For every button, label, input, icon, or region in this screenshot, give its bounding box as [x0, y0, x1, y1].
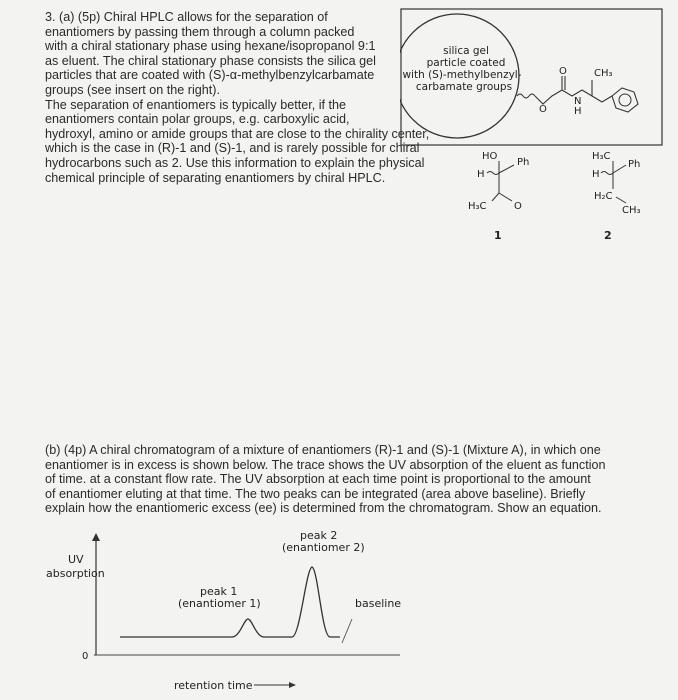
question-a-line: enantiomers by passing them through a column packed: [45, 24, 355, 39]
question-a-line: as eluent. The chiral stationary phase consists the silica gel: [45, 53, 376, 68]
c1-wavy-bond: [487, 172, 499, 175]
compound-2-structure: [580, 145, 675, 245]
y-label-uv: UV: [68, 553, 84, 566]
zero-label: 0: [82, 651, 89, 662]
c1-bond: [499, 193, 512, 201]
peak1-label-1: peak 1: [200, 585, 238, 598]
ch3-label: CH₃: [594, 68, 613, 79]
peak2-label-1: peak 2: [300, 529, 338, 542]
c2-bond: [616, 197, 626, 203]
question-a-line: particles that are coated with (S)-α-methylbenzylcarbamate: [45, 68, 375, 83]
question-a-line: which is the case in (R)-1 and (S)-1, and is rarely possible for chiral: [45, 141, 420, 156]
question-b-line: of time. at a constant flow rate. The UV absorption at each time point is proportional to the amount: [45, 472, 591, 487]
compound-1-structure: [462, 145, 552, 245]
baseline-pointer: [342, 619, 352, 643]
c1-h: H: [477, 169, 485, 180]
ether-o-label: O: [539, 104, 547, 115]
x-axis-label: retention time: [174, 679, 253, 692]
phenyl-aromatic-circle: [619, 94, 631, 106]
c2-ch3: CH₃: [622, 205, 641, 216]
question-b-line: enantiomer is in excess is shown below. The trace shows the UV absorption of the eluent as function: [45, 457, 606, 472]
question-a-line: hydrocarbons such as 2. Use this information to explain the physical: [45, 155, 425, 170]
c1-number: 1: [494, 229, 502, 242]
stationary-phase-insert: [400, 8, 665, 148]
c1-ho: HO: [482, 151, 498, 162]
c2-h: H: [592, 169, 600, 180]
y-axis-arrowhead: [92, 533, 100, 541]
question-b-line: (b) (4p) A chiral chromatogram of a mixture of enantiomers (R)-1 and (S)-1 (Mixture A), in which one: [45, 443, 601, 457]
question-a-line: hydroxyl, amino or amide groups that are close to the chirality center,: [45, 126, 430, 141]
baseline-label: baseline: [355, 597, 402, 610]
question-a-line: groups (see insert on the right).: [45, 82, 221, 97]
question-a-line: enantiomers contain polar groups, e.g. carboxylic acid,: [45, 112, 350, 127]
c2-number: 2: [604, 229, 612, 242]
silica-label-1: silica gel: [443, 45, 489, 57]
question-a-text: [45, 10, 429, 185]
nh-n-label: N: [574, 96, 582, 107]
peak1-label-2: (enantiomer 1): [178, 597, 261, 610]
chromatogram: [0, 525, 678, 700]
c2-ph: Ph: [628, 159, 641, 170]
c1-bond: [492, 193, 499, 201]
question-b-text: [45, 443, 606, 516]
y-label-absorption: absorption: [46, 567, 105, 580]
c2-h2c: H₂C: [594, 191, 613, 202]
peak2-label-2: (enantiomer 2): [282, 541, 365, 554]
c2-wavy-bond: [601, 172, 613, 175]
c1-bond: [499, 165, 514, 173]
x-axis-arrowhead: [289, 682, 296, 688]
c1-h3c: H₃C: [468, 201, 487, 212]
c1-o: O: [514, 201, 522, 212]
c2-h3c: H₃C: [592, 151, 611, 162]
question-a-line: 3. (a) (5p) Chiral HPLC allows for the separation of: [45, 10, 328, 24]
question-a-line: chemical principle of separating enantiomers by chiral HPLC.: [45, 170, 386, 185]
silica-label-4: carbamate groups: [415, 81, 513, 93]
carbonyl-o-label: O: [559, 66, 567, 77]
question-a-line: The separation of enantiomers is typically better, if the: [45, 97, 347, 112]
silica-label-3: with (S)-methylbenzyl-: [402, 69, 522, 81]
silica-label-2: particle coated: [426, 57, 506, 69]
phenyl-ring: [612, 88, 638, 112]
nh-h-label: H: [574, 106, 582, 117]
question-b-line: explain how the enantiomeric excess (ee) is determined from the chromatogram. Show an equation.: [45, 501, 602, 516]
c2-bond: [613, 165, 626, 173]
question-a-line: with a chiral stationary phase using hexane/isopropanol 9:1: [45, 39, 376, 54]
wavy-bond: [517, 94, 535, 98]
question-b-line: of enantiomer eluting at that time. The two peaks can be integrated (area above baseline). Briefly: [45, 486, 586, 501]
c1-ph: Ph: [517, 157, 530, 168]
